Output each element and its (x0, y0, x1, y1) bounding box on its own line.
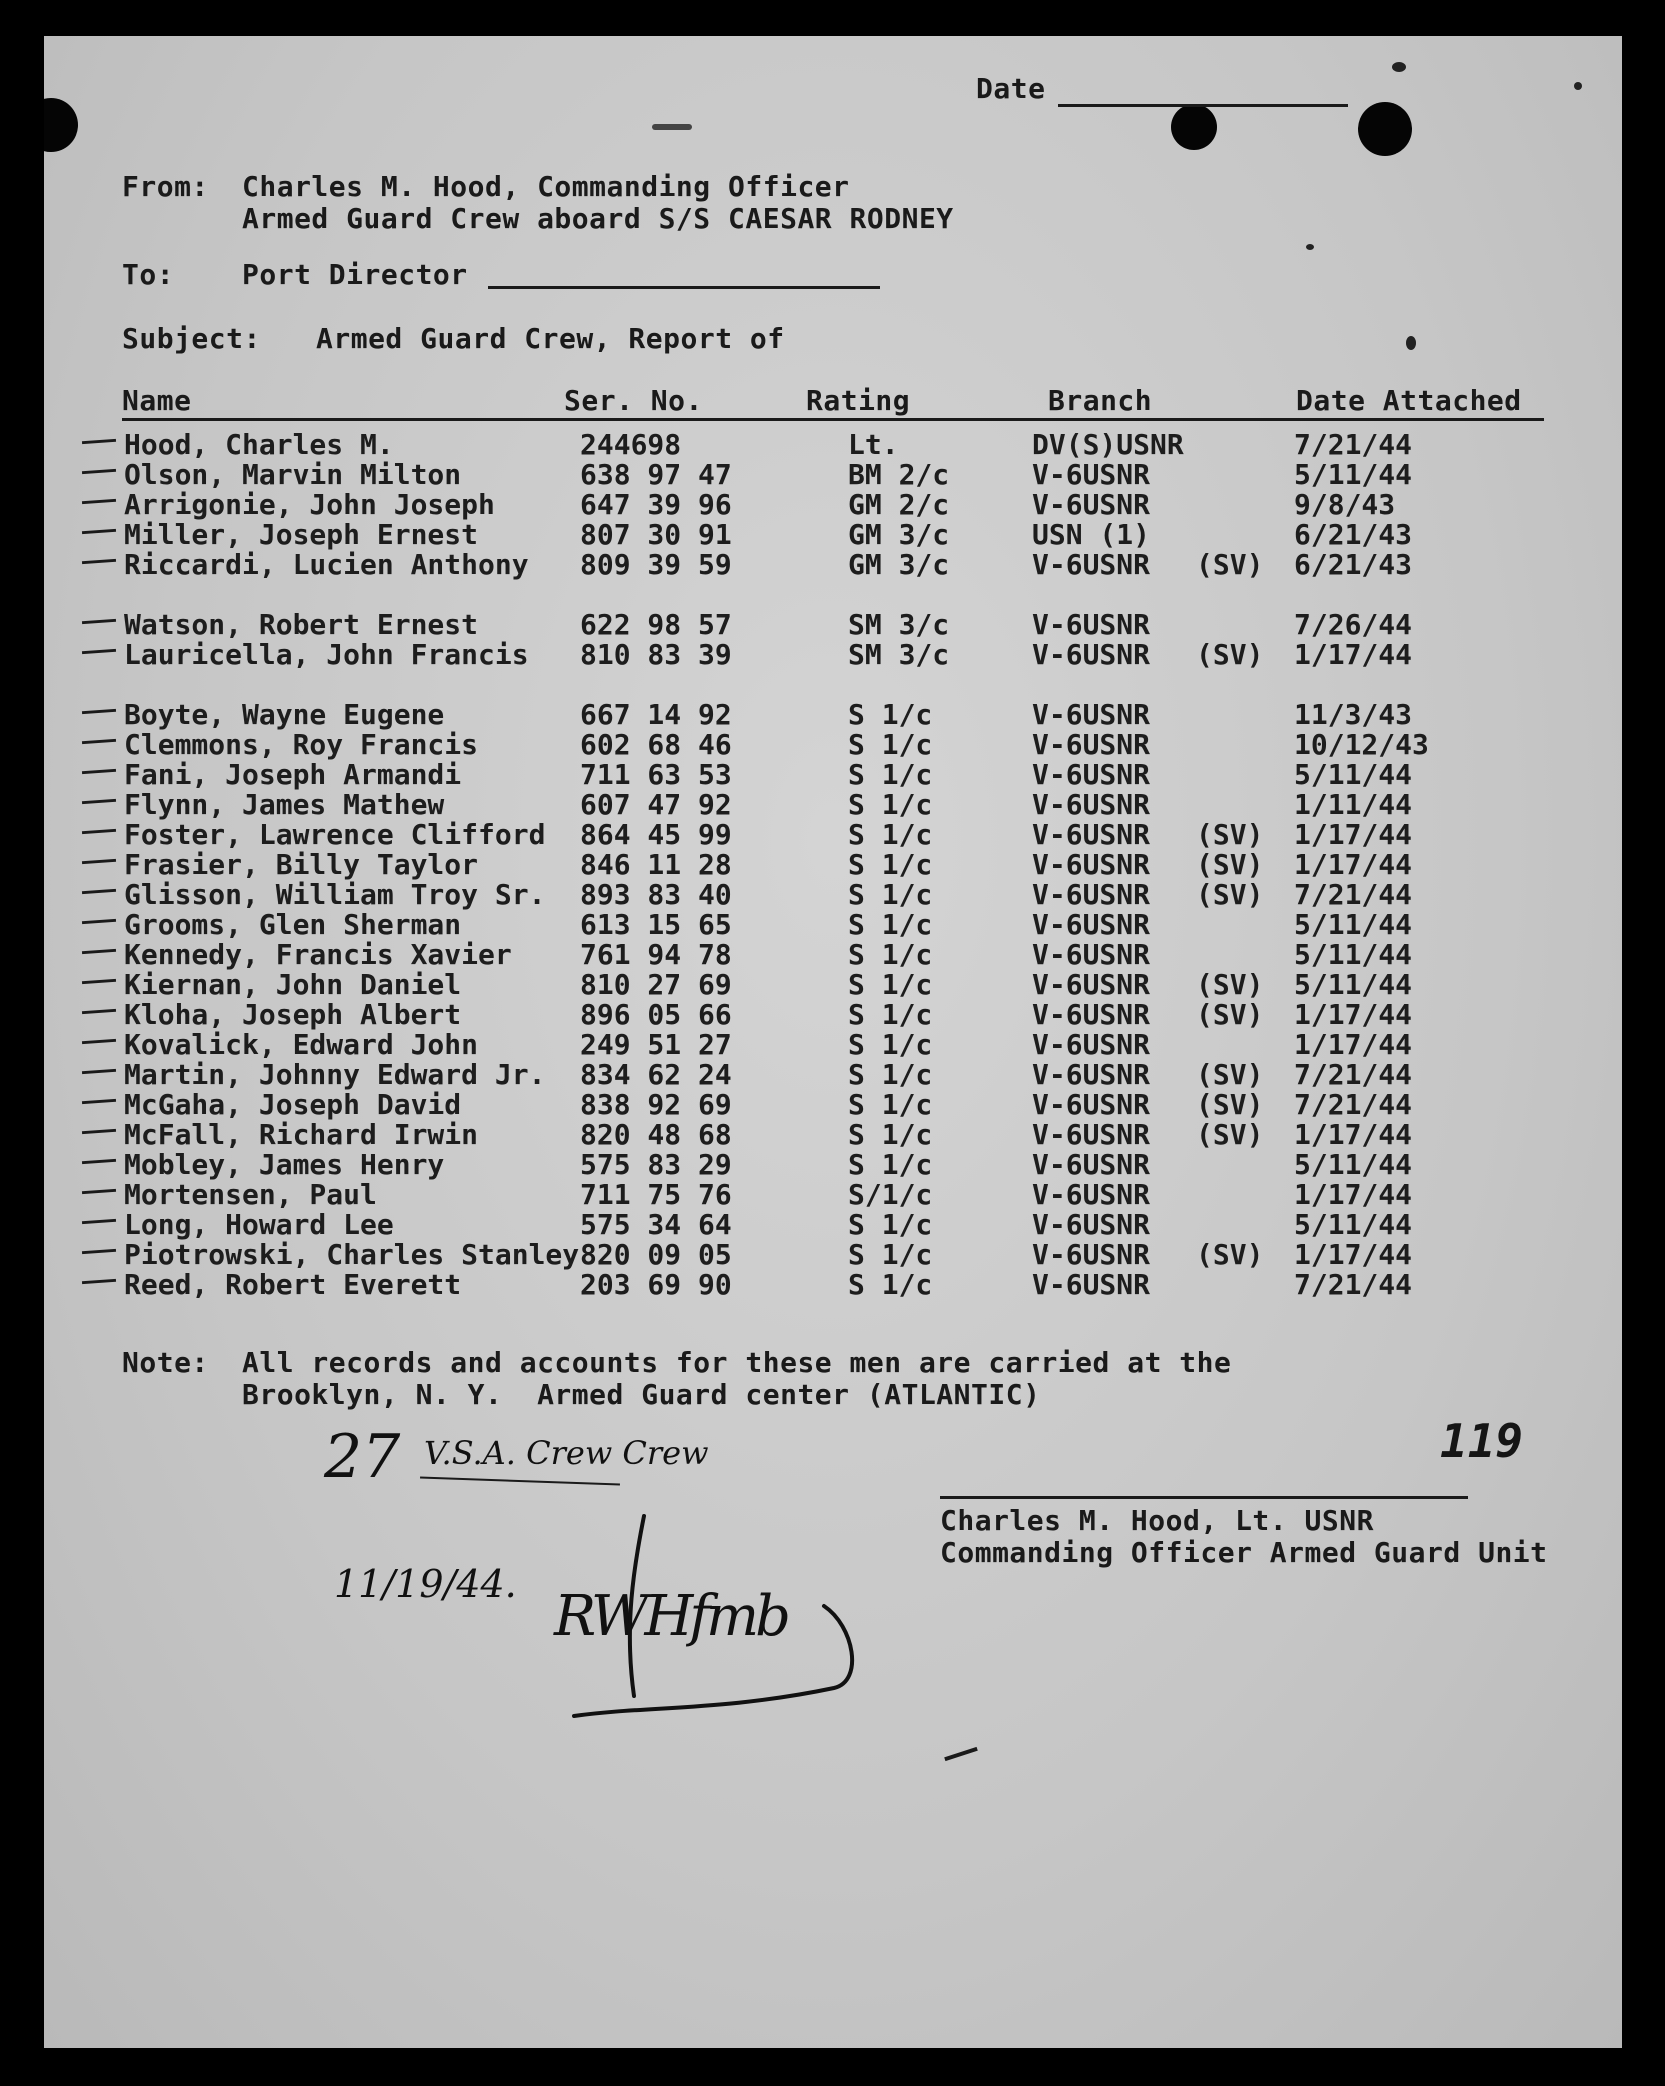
sv-flag: (SV) (1196, 968, 1264, 1001)
sv-flag: (SV) (1196, 548, 1264, 581)
date-attached: 7/21/44 (1294, 878, 1413, 911)
table-row (44, 698, 1622, 731)
serial-number: 607 47 92 (580, 788, 732, 821)
date-attached: 6/21/43 (1294, 518, 1413, 551)
ink-speck (1406, 336, 1416, 350)
rating: S 1/c (848, 1058, 933, 1091)
from-line-1: Charles M. Hood, Commanding Officer (242, 170, 850, 203)
check-mark-icon (82, 829, 116, 834)
handwritten-initials: RWHfmb (554, 1584, 788, 1649)
page-number: 119 (1440, 1414, 1524, 1468)
table-row (44, 1178, 1622, 1211)
column-header-name: Name (122, 384, 192, 417)
rating: S 1/c (848, 878, 933, 911)
header-underline (122, 418, 1544, 421)
check-mark-icon (82, 649, 116, 654)
to-value: Port Director (242, 258, 468, 291)
rating: S 1/c (848, 698, 933, 731)
branch: V-6USNR (1032, 698, 1151, 731)
serial-number: 809 39 59 (580, 548, 732, 581)
branch: V-6USNR (1032, 848, 1151, 881)
serial-number: 711 75 76 (580, 1178, 732, 1211)
serial-number: 711 63 53 (580, 758, 732, 791)
sv-flag: (SV) (1196, 1058, 1264, 1091)
crew-name: Kloha, Joseph Albert (124, 998, 462, 1031)
sv-flag: (SV) (1196, 1238, 1264, 1271)
serial-number: 838 92 69 (580, 1088, 732, 1121)
date-attached: 6/21/43 (1294, 548, 1413, 581)
branch: V-6USNR (1032, 1088, 1151, 1121)
branch: V-6USNR (1032, 1238, 1151, 1271)
branch: V-6USNR (1032, 1028, 1151, 1061)
ink-speck (1392, 62, 1406, 72)
crew-name: Foster, Lawrence Clifford (124, 818, 546, 851)
check-mark-icon (82, 1189, 116, 1194)
serial-number: 810 83 39 (580, 638, 732, 671)
crew-name: Riccardi, Lucien Anthony (124, 548, 529, 581)
crew-name: Grooms, Glen Sherman (124, 908, 462, 941)
serial-number: 638 97 47 (580, 458, 732, 491)
date-attached: 10/12/43 (1294, 728, 1429, 761)
ink-speck (1306, 244, 1314, 250)
table-row (44, 518, 1622, 551)
serial-number: 834 62 24 (580, 1058, 732, 1091)
table-row (44, 638, 1622, 671)
crew-name: Reed, Robert Everett (124, 1268, 462, 1301)
crew-name: Kovalick, Edward John (124, 1028, 479, 1061)
serial-number: 622 98 57 (580, 608, 732, 641)
table-row (44, 878, 1622, 911)
table-row (44, 1268, 1622, 1301)
to-label: To: (122, 258, 175, 291)
serial-number: 810 27 69 (580, 968, 732, 1001)
date-attached: 1/17/44 (1294, 848, 1413, 881)
table-row (44, 938, 1622, 971)
rating: S 1/c (848, 968, 933, 1001)
date-attached: 5/11/44 (1294, 1208, 1413, 1241)
rating: SM 3/c (848, 608, 950, 641)
branch: V-6USNR (1032, 638, 1151, 671)
crew-name: Arrigonie, John Joseph (124, 488, 495, 521)
punch-hole (44, 98, 78, 152)
sv-flag: (SV) (1196, 848, 1264, 881)
check-mark-icon (82, 1219, 116, 1224)
rating: GM 2/c (848, 488, 950, 521)
crew-name: Kennedy, Francis Xavier (124, 938, 512, 971)
date-attached: 1/17/44 (1294, 638, 1413, 671)
date-attached: 5/11/44 (1294, 758, 1413, 791)
branch: V-6USNR (1032, 998, 1151, 1031)
rating: S 1/c (848, 908, 933, 941)
table-row (44, 1058, 1622, 1091)
rating: GM 3/c (848, 548, 950, 581)
table-row (44, 1238, 1622, 1271)
sv-flag: (SV) (1196, 818, 1264, 851)
branch: V-6USNR (1032, 1118, 1151, 1151)
branch: DV(S)USNR (1032, 428, 1184, 461)
signature-line (940, 1496, 1468, 1499)
table-row (44, 848, 1622, 881)
branch: V-6USNR (1032, 728, 1151, 761)
serial-number: 244698 (580, 428, 682, 461)
date-attached: 5/11/44 (1294, 458, 1413, 491)
punch-hole (1358, 102, 1412, 156)
table-row (44, 788, 1622, 821)
crew-name: Watson, Robert Ernest (124, 608, 479, 641)
date-attached: 1/11/44 (1294, 788, 1413, 821)
table-row (44, 758, 1622, 791)
rating: S 1/c (848, 1268, 933, 1301)
date-attached: 7/21/44 (1294, 1088, 1413, 1121)
rating: S 1/c (848, 1208, 933, 1241)
crew-name: Martin, Johnny Edward Jr. (124, 1058, 546, 1091)
branch: USN (1) (1032, 518, 1151, 551)
table-row (44, 1208, 1622, 1241)
branch: V-6USNR (1032, 878, 1151, 911)
date-attached: 11/3/43 (1294, 698, 1413, 731)
crew-name: McGaha, Joseph David (124, 1088, 462, 1121)
check-mark-icon (82, 619, 116, 624)
table-row (44, 1088, 1622, 1121)
rating: SM 3/c (848, 638, 950, 671)
rating: S/1/c (848, 1178, 933, 1211)
table-row (44, 1148, 1622, 1181)
crew-name: Fani, Joseph Armandi (124, 758, 462, 791)
crew-name: Piotrowski, Charles Stanley (124, 1238, 580, 1271)
check-mark-icon (82, 1039, 116, 1044)
rating: S 1/c (848, 788, 933, 821)
date-attached: 5/11/44 (1294, 908, 1413, 941)
branch: V-6USNR (1032, 548, 1151, 581)
branch: V-6USNR (1032, 968, 1151, 1001)
signature-name: Charles M. Hood, Lt. USNR (940, 1504, 1374, 1537)
date-attached: 5/11/44 (1294, 938, 1413, 971)
sv-flag: (SV) (1196, 998, 1264, 1031)
check-mark-icon (82, 1009, 116, 1014)
table-row (44, 1028, 1622, 1061)
handwritten-count: 27 (324, 1422, 401, 1492)
date-attached: 7/26/44 (1294, 608, 1413, 641)
branch: V-6USNR (1032, 818, 1151, 851)
date-attached: 1/17/44 (1294, 1238, 1413, 1271)
rating: BM 2/c (848, 458, 950, 491)
serial-number: 893 83 40 (580, 878, 732, 911)
from-line-2: Armed Guard Crew aboard S/S CAESAR RODNEY (242, 202, 954, 235)
table-row (44, 428, 1622, 461)
branch: V-6USNR (1032, 1208, 1151, 1241)
crew-name: McFall, Richard Irwin (124, 1118, 479, 1151)
date-attached: 7/21/44 (1294, 1268, 1413, 1301)
rating: GM 3/c (848, 518, 950, 551)
crew-name: Olson, Marvin Milton (124, 458, 462, 491)
column-header-date-attached: Date Attached (1296, 384, 1522, 417)
signature-title: Commanding Officer Armed Guard Unit (940, 1536, 1548, 1569)
check-mark-icon (82, 799, 116, 804)
handwritten-underline (420, 1477, 620, 1486)
to-underline (488, 286, 880, 289)
rating: S 1/c (848, 938, 933, 971)
signature-flourish (564, 1506, 884, 1736)
rating: S 1/c (848, 848, 933, 881)
serial-number: 896 05 66 (580, 998, 732, 1031)
column-header-rating: Rating (806, 384, 911, 417)
serial-number: 203 69 90 (580, 1268, 732, 1301)
date-attached: 1/17/44 (1294, 1028, 1413, 1061)
branch: V-6USNR (1032, 938, 1151, 971)
branch: V-6USNR (1032, 1178, 1151, 1211)
crew-name: Boyte, Wayne Eugene (124, 698, 445, 731)
crew-name: Flynn, James Mathew (124, 788, 445, 821)
branch: V-6USNR (1032, 758, 1151, 791)
sv-flag: (SV) (1196, 878, 1264, 911)
table-row (44, 488, 1622, 521)
check-mark-icon (82, 529, 116, 534)
column-header-ser-no: Ser. No. (564, 384, 703, 417)
table-row (44, 608, 1622, 641)
subject-value: Armed Guard Crew, Report of (316, 322, 785, 355)
branch: V-6USNR (1032, 908, 1151, 941)
table-row (44, 968, 1622, 1001)
crew-name: Miller, Joseph Ernest (124, 518, 479, 551)
check-mark-icon (82, 709, 116, 714)
table-row (44, 548, 1622, 581)
table-row (44, 998, 1622, 1031)
crew-name: Frasier, Billy Taylor (124, 848, 479, 881)
serial-number: 647 39 96 (580, 488, 732, 521)
serial-number: 249 51 27 (580, 1028, 732, 1061)
crew-name: Long, Howard Lee (124, 1208, 394, 1241)
date-attached: 9/8/43 (1294, 488, 1396, 521)
serial-number: 820 09 05 (580, 1238, 732, 1271)
crew-name: Mortensen, Paul (124, 1178, 377, 1211)
table-row (44, 458, 1622, 491)
note-line-2: Brooklyn, N. Y. Armed Guard center (ATLANTIC) (242, 1378, 1041, 1411)
branch: V-6USNR (1032, 788, 1151, 821)
check-mark-icon (82, 769, 116, 774)
table-row (44, 1118, 1622, 1151)
rating: S 1/c (848, 1028, 933, 1061)
stray-mark (944, 1747, 978, 1761)
check-mark-icon (82, 1129, 116, 1134)
serial-number: 864 45 99 (580, 818, 732, 851)
ink-speck (1574, 82, 1582, 90)
sv-flag: (SV) (1196, 638, 1264, 671)
rating: S 1/c (848, 1238, 933, 1271)
serial-number: 761 94 78 (580, 938, 732, 971)
date-attached: 1/17/44 (1294, 818, 1413, 851)
serial-number: 807 30 91 (580, 518, 732, 551)
date-attached: 7/21/44 (1294, 428, 1413, 461)
crew-name: Hood, Charles M. (124, 428, 394, 461)
check-mark-icon (82, 439, 116, 444)
serial-number: 602 68 46 (580, 728, 732, 761)
rating: S 1/c (848, 1118, 933, 1151)
note-label: Note: (122, 1346, 209, 1379)
rating: S 1/c (848, 998, 933, 1031)
check-mark-icon (82, 949, 116, 954)
check-mark-icon (82, 739, 116, 744)
crew-name: Mobley, James Henry (124, 1148, 445, 1181)
rating: S 1/c (848, 1088, 933, 1121)
rating: S 1/c (848, 758, 933, 791)
check-mark-icon (82, 559, 116, 564)
sv-flag: (SV) (1196, 1118, 1264, 1151)
date-underline (1058, 104, 1348, 107)
date-label: Date (976, 72, 1046, 105)
date-attached: 7/21/44 (1294, 1058, 1413, 1091)
rating: S 1/c (848, 818, 933, 851)
check-mark-icon (82, 919, 116, 924)
crew-name: Lauricella, John Francis (124, 638, 529, 671)
handwritten-crew-note: V.S.A. Crew Crew (424, 1434, 709, 1472)
check-mark-icon (82, 1249, 116, 1254)
branch: V-6USNR (1032, 488, 1151, 521)
column-header-branch: Branch (1048, 384, 1153, 417)
check-mark-icon (82, 979, 116, 984)
handwritten-date: 11/19/44. (334, 1562, 517, 1606)
date-attached: 1/17/44 (1294, 998, 1413, 1031)
rating: S 1/c (848, 728, 933, 761)
ink-speck (652, 124, 692, 130)
serial-number: 575 34 64 (580, 1208, 732, 1241)
branch: V-6USNR (1032, 1268, 1151, 1301)
branch: V-6USNR (1032, 608, 1151, 641)
serial-number: 575 83 29 (580, 1148, 732, 1181)
crew-name: Kiernan, John Daniel (124, 968, 462, 1001)
check-mark-icon (82, 859, 116, 864)
serial-number: 820 48 68 (580, 1118, 732, 1151)
date-attached: 5/11/44 (1294, 968, 1413, 1001)
rating: S 1/c (848, 1148, 933, 1181)
check-mark-icon (82, 1069, 116, 1074)
rating: Lt. (848, 428, 899, 461)
serial-number: 613 15 65 (580, 908, 732, 941)
check-mark-icon (82, 469, 116, 474)
table-row (44, 728, 1622, 761)
crew-name: Clemmons, Roy Francis (124, 728, 479, 761)
note-line-1: All records and accounts for these men are carried at the (242, 1346, 1232, 1379)
subject-label: Subject: (122, 322, 261, 355)
branch: V-6USNR (1032, 1058, 1151, 1091)
branch: V-6USNR (1032, 1148, 1151, 1181)
serial-number: 846 11 28 (580, 848, 732, 881)
serial-number: 667 14 92 (580, 698, 732, 731)
from-label: From: (122, 170, 209, 203)
check-mark-icon (82, 1099, 116, 1104)
check-mark-icon (82, 1279, 116, 1284)
punch-hole (1171, 104, 1217, 150)
check-mark-icon (82, 499, 116, 504)
crew-name: Glisson, William Troy Sr. (124, 878, 546, 911)
document-page (44, 36, 1622, 2048)
sv-flag: (SV) (1196, 1088, 1264, 1121)
date-attached: 5/11/44 (1294, 1148, 1413, 1181)
date-attached: 1/17/44 (1294, 1118, 1413, 1151)
check-mark-icon (82, 889, 116, 894)
branch: V-6USNR (1032, 458, 1151, 491)
date-attached: 1/17/44 (1294, 1178, 1413, 1211)
table-row (44, 818, 1622, 851)
check-mark-icon (82, 1159, 116, 1164)
table-row (44, 908, 1622, 941)
